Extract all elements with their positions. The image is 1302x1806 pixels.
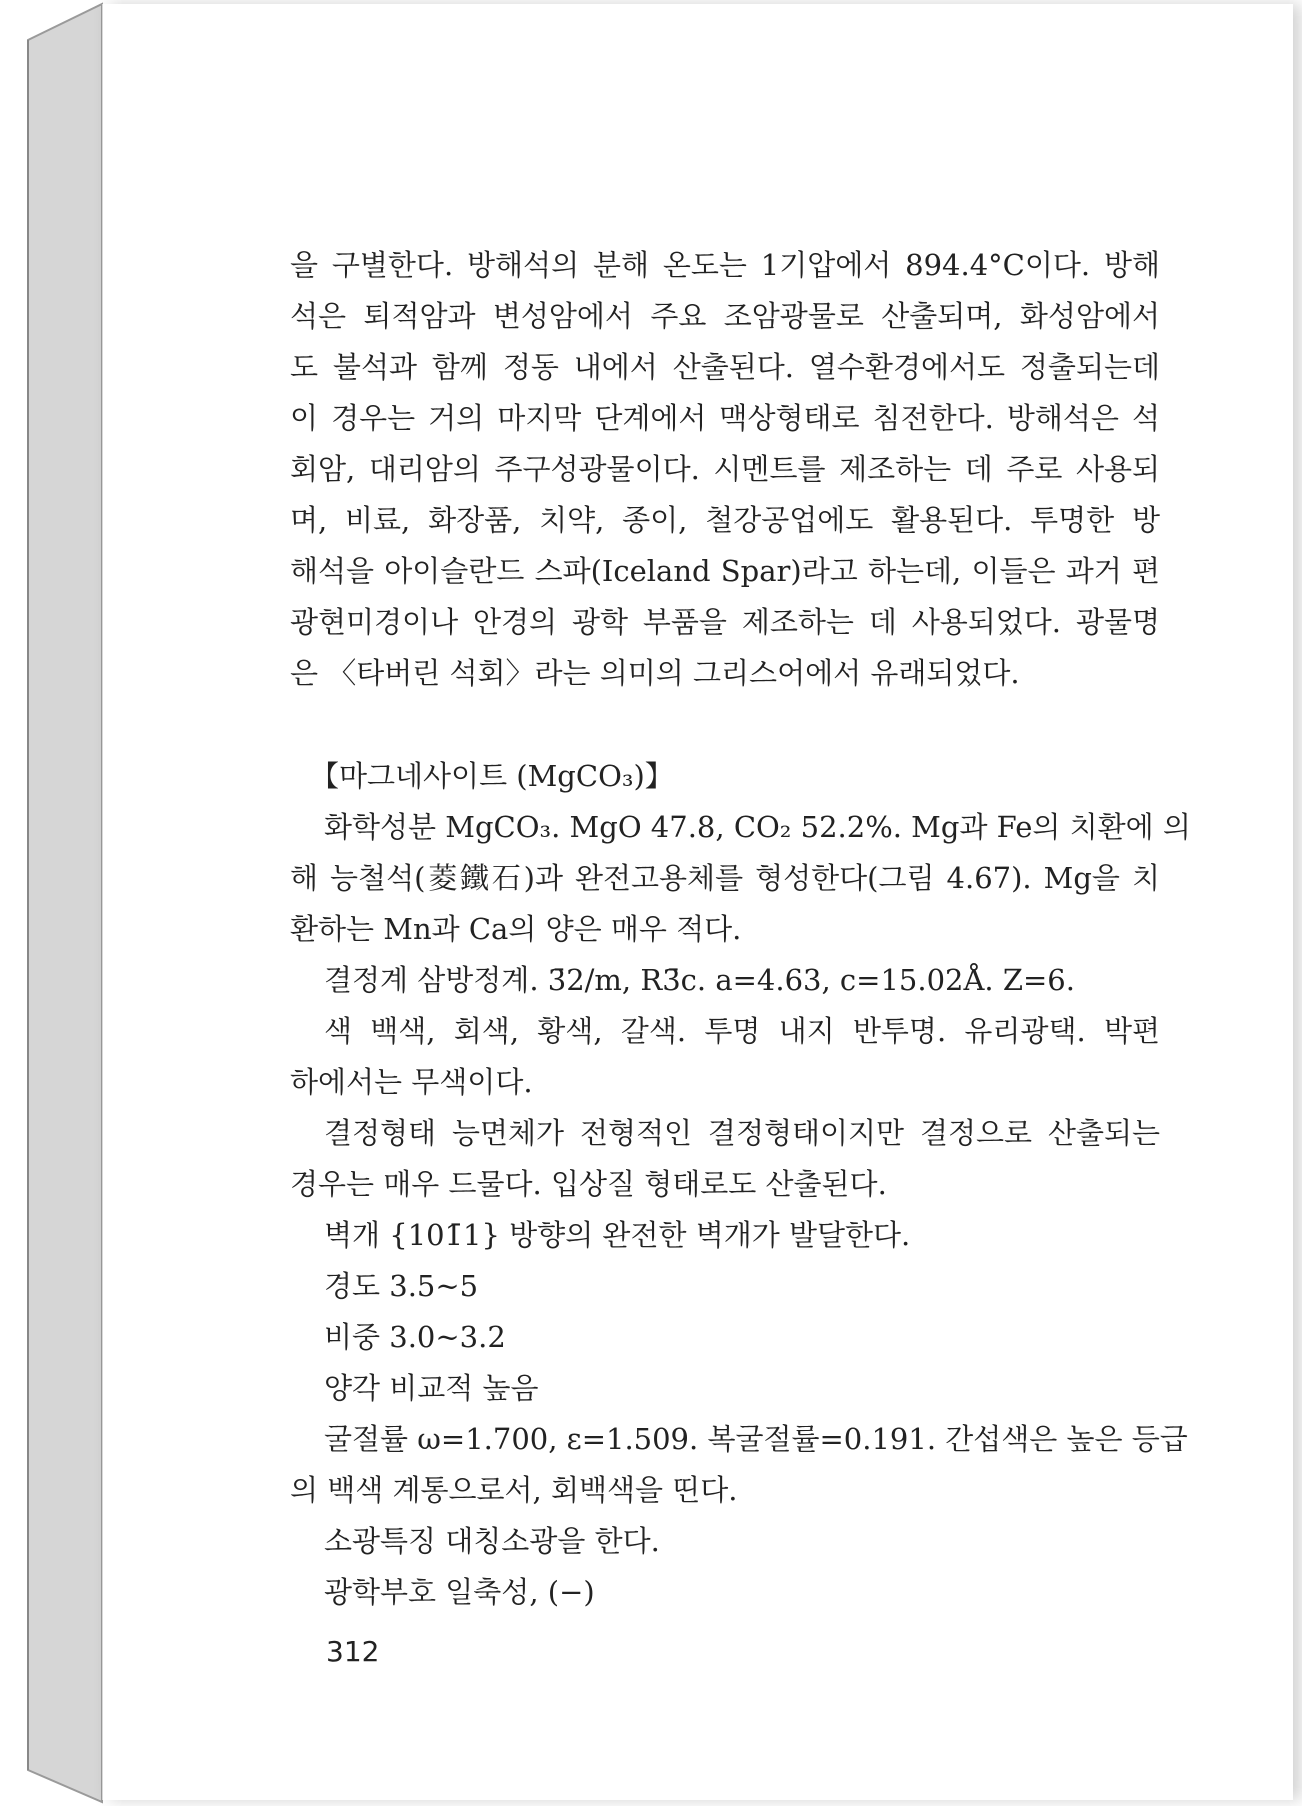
text-line: 의 백색 계통으로서, 회백색을 띤다. bbox=[290, 1473, 738, 1507]
paragraph-chemistry bbox=[290, 802, 1191, 955]
paragraph-color bbox=[290, 1006, 1160, 1108]
text-line: 이 경우는 거의 마지막 단계에서 맥상형태로 침전한다. 방해석은 석 bbox=[290, 401, 1160, 435]
section-heading: 【마그네사이트 (MgCO₃)】 bbox=[310, 759, 674, 793]
extinction-line: 소광특징 대칭소광을 한다. bbox=[324, 1524, 660, 1558]
text-line: 회암, 대리암의 주구성광물이다. 시멘트를 제조하는 데 주로 사용되 bbox=[290, 452, 1160, 486]
text-line: 은 〈타버린 석회〉라는 의미의 그리스어에서 유래되었다. bbox=[290, 656, 1020, 690]
text-line: 을 구별한다. 방해석의 분해 온도는 1기압에서 894.4°C이다. 방해 bbox=[290, 248, 1160, 282]
paragraph-refraction bbox=[290, 1414, 1188, 1516]
crystal-system-line: 결정계 삼방정계. 3̄2/m, R3̄c. a=4.63, c=15.02Å. Z=6. bbox=[324, 963, 1075, 997]
text-line: 도 불석과 함께 정동 내에서 산출된다. 열수환경에서도 정출되는데 bbox=[290, 350, 1160, 384]
page-content bbox=[290, 240, 1191, 1618]
cleavage-line: 벽개 {101̄1} 방향의 완전한 벽개가 발달한다. bbox=[324, 1218, 911, 1252]
text-line: 경우는 매우 드물다. 입상질 형태로도 산출된다. bbox=[290, 1167, 887, 1201]
text-line: 해 능철석(菱鐵石)과 완전고용체를 형성한다(그림 4.67). Mg을 치 bbox=[290, 861, 1160, 895]
text-line: 광현미경이나 안경의 광학 부품을 제조하는 데 사용되었다. 광물명 bbox=[290, 605, 1160, 639]
paragraph-crystal-form bbox=[290, 1108, 1160, 1210]
optic-sign-line: 광학부호 일축성, (−) bbox=[324, 1575, 595, 1609]
relief-line: 양각 비교적 높음 bbox=[324, 1371, 539, 1405]
text-line: 결정형태 능면체가 전형적인 결정형태이지만 결정으로 산출되는 bbox=[324, 1116, 1160, 1150]
hardness-line: 경도 3.5~5 bbox=[324, 1269, 479, 1303]
text-line: 화학성분 MgCO₃. MgO 47.8, CO₂ 52.2%. Mg과 Fe의 치환에 의 bbox=[324, 810, 1191, 844]
book-spine bbox=[0, 0, 110, 1806]
page-number: 312 bbox=[326, 1635, 380, 1668]
text-line: 굴절률 ω=1.700, ε=1.509. 복굴절률=0.191. 간섭색은 높은 등급 bbox=[324, 1422, 1188, 1456]
paragraph bbox=[290, 240, 1160, 699]
text-line: 해석을 아이슬란드 스파(Iceland Spar)라고 하는데, 이들은 과거 편 bbox=[290, 554, 1160, 588]
text-line: 며, 비료, 화장품, 치약, 종이, 철강공업에도 활용된다. 투명한 방 bbox=[290, 503, 1160, 537]
text-line: 환하는 Mn과 Ca의 양은 매우 적다. bbox=[290, 912, 742, 946]
specific-gravity-line: 비중 3.0~3.2 bbox=[324, 1320, 506, 1354]
text-line: 석은 퇴적암과 변성암에서 주요 조암광물로 산출되며, 화성암에서 bbox=[290, 299, 1160, 333]
text-line: 색 백색, 회색, 황색, 갈색. 투명 내지 반투명. 유리광택. 박편 bbox=[324, 1014, 1160, 1048]
text-line: 하에서는 무색이다. bbox=[290, 1065, 533, 1099]
paragraph-gap bbox=[290, 699, 1160, 751]
